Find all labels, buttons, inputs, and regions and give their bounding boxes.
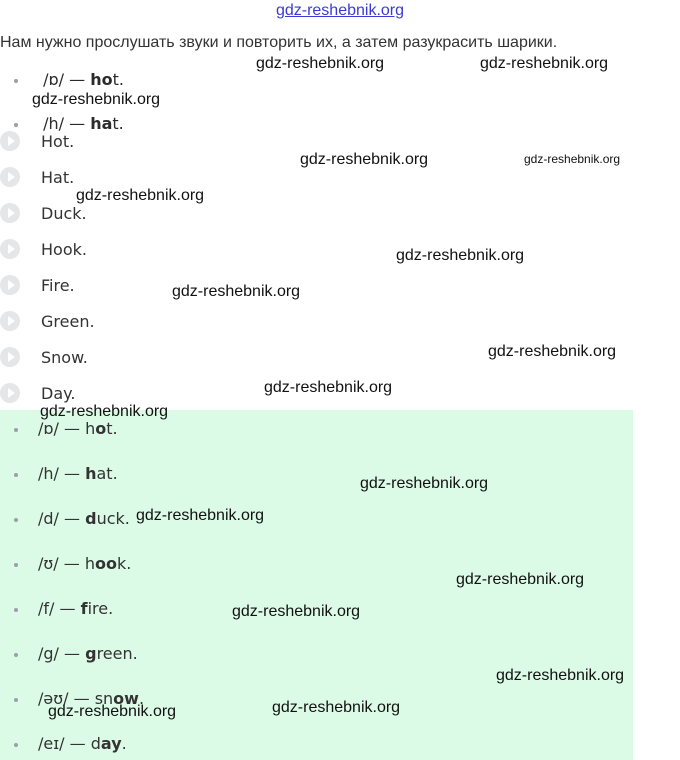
- bullet-dot: [14, 123, 18, 127]
- watermark: gdz-reshebnik.org: [40, 403, 169, 420]
- site-link[interactable]: gdz-reshebnik.org: [275, 2, 405, 19]
- bullet-dot: [14, 698, 18, 702]
- answer-item: /əʊ/ — snow.: [14, 689, 144, 708]
- play-icon[interactable]: [0, 275, 20, 295]
- answer-item: /d/ — duck.: [14, 509, 130, 528]
- watermark: gdz-reshebnik.org: [136, 507, 265, 524]
- bullet-dot: [14, 563, 18, 567]
- bullet-dot: [14, 473, 18, 477]
- answer-item: /ɒ/ — hot.: [14, 419, 118, 438]
- watermark: gdz-reshebnik.org: [488, 343, 617, 360]
- play-icon[interactable]: [0, 203, 20, 223]
- bullet-dot: [14, 743, 18, 747]
- watermark: gdz-reshebnik.org: [264, 379, 393, 396]
- watermark: gdz-reshebnik.org: [456, 571, 585, 588]
- answer-box: [0, 410, 633, 760]
- watermark: gdz-reshebnik.org: [32, 91, 161, 108]
- watermark: gdz-reshebnik.org: [232, 603, 361, 620]
- play-icon[interactable]: [0, 311, 20, 331]
- watermark: gdz-reshebnik.org: [272, 699, 401, 716]
- bullet-item: /ɒ/ — hot.: [14, 70, 124, 89]
- watermark: gdz-reshebnik.org: [396, 247, 525, 264]
- sound-bullet-list: [0, 68, 300, 133]
- bullet-dot: [14, 518, 18, 522]
- bullet-item: /h/ — hat.: [14, 114, 124, 133]
- watermark: gdz-reshebnik.org: [76, 187, 205, 204]
- bullet-dot: [14, 79, 18, 83]
- task-instruction: Нам нужно прослушать звуки и повторить их, а затем разукрасить шарики.: [0, 34, 558, 51]
- play-icon[interactable]: [0, 239, 20, 259]
- watermark: gdz-reshebnik.org: [256, 55, 385, 72]
- watermark: gdz-reshebnik.org: [172, 283, 301, 300]
- watermark: gdz-reshebnik.org: [48, 703, 177, 720]
- answer-item: /eɪ/ — day.: [14, 734, 127, 753]
- answer-item: /ʊ/ — hook.: [14, 554, 131, 573]
- answer-item: /f/ — fire.: [14, 599, 113, 618]
- play-icon[interactable]: [0, 167, 20, 187]
- watermark: gdz-reshebnik.org: [524, 152, 621, 166]
- play-icon[interactable]: [0, 383, 20, 403]
- play-icon[interactable]: [0, 347, 20, 367]
- answer-item: /h/ — hat.: [14, 464, 118, 483]
- watermark: gdz-reshebnik.org: [360, 475, 489, 492]
- watermark: gdz-reshebnik.org: [300, 151, 429, 168]
- answer-item: /g/ — green.: [14, 644, 138, 663]
- watermark: gdz-reshebnik.org: [480, 55, 609, 72]
- bullet-dot: [14, 653, 18, 657]
- bullet-dot: [14, 428, 18, 432]
- play-icon[interactable]: [0, 131, 20, 151]
- bullet-dot: [14, 608, 18, 612]
- watermark: gdz-reshebnik.org: [496, 667, 625, 684]
